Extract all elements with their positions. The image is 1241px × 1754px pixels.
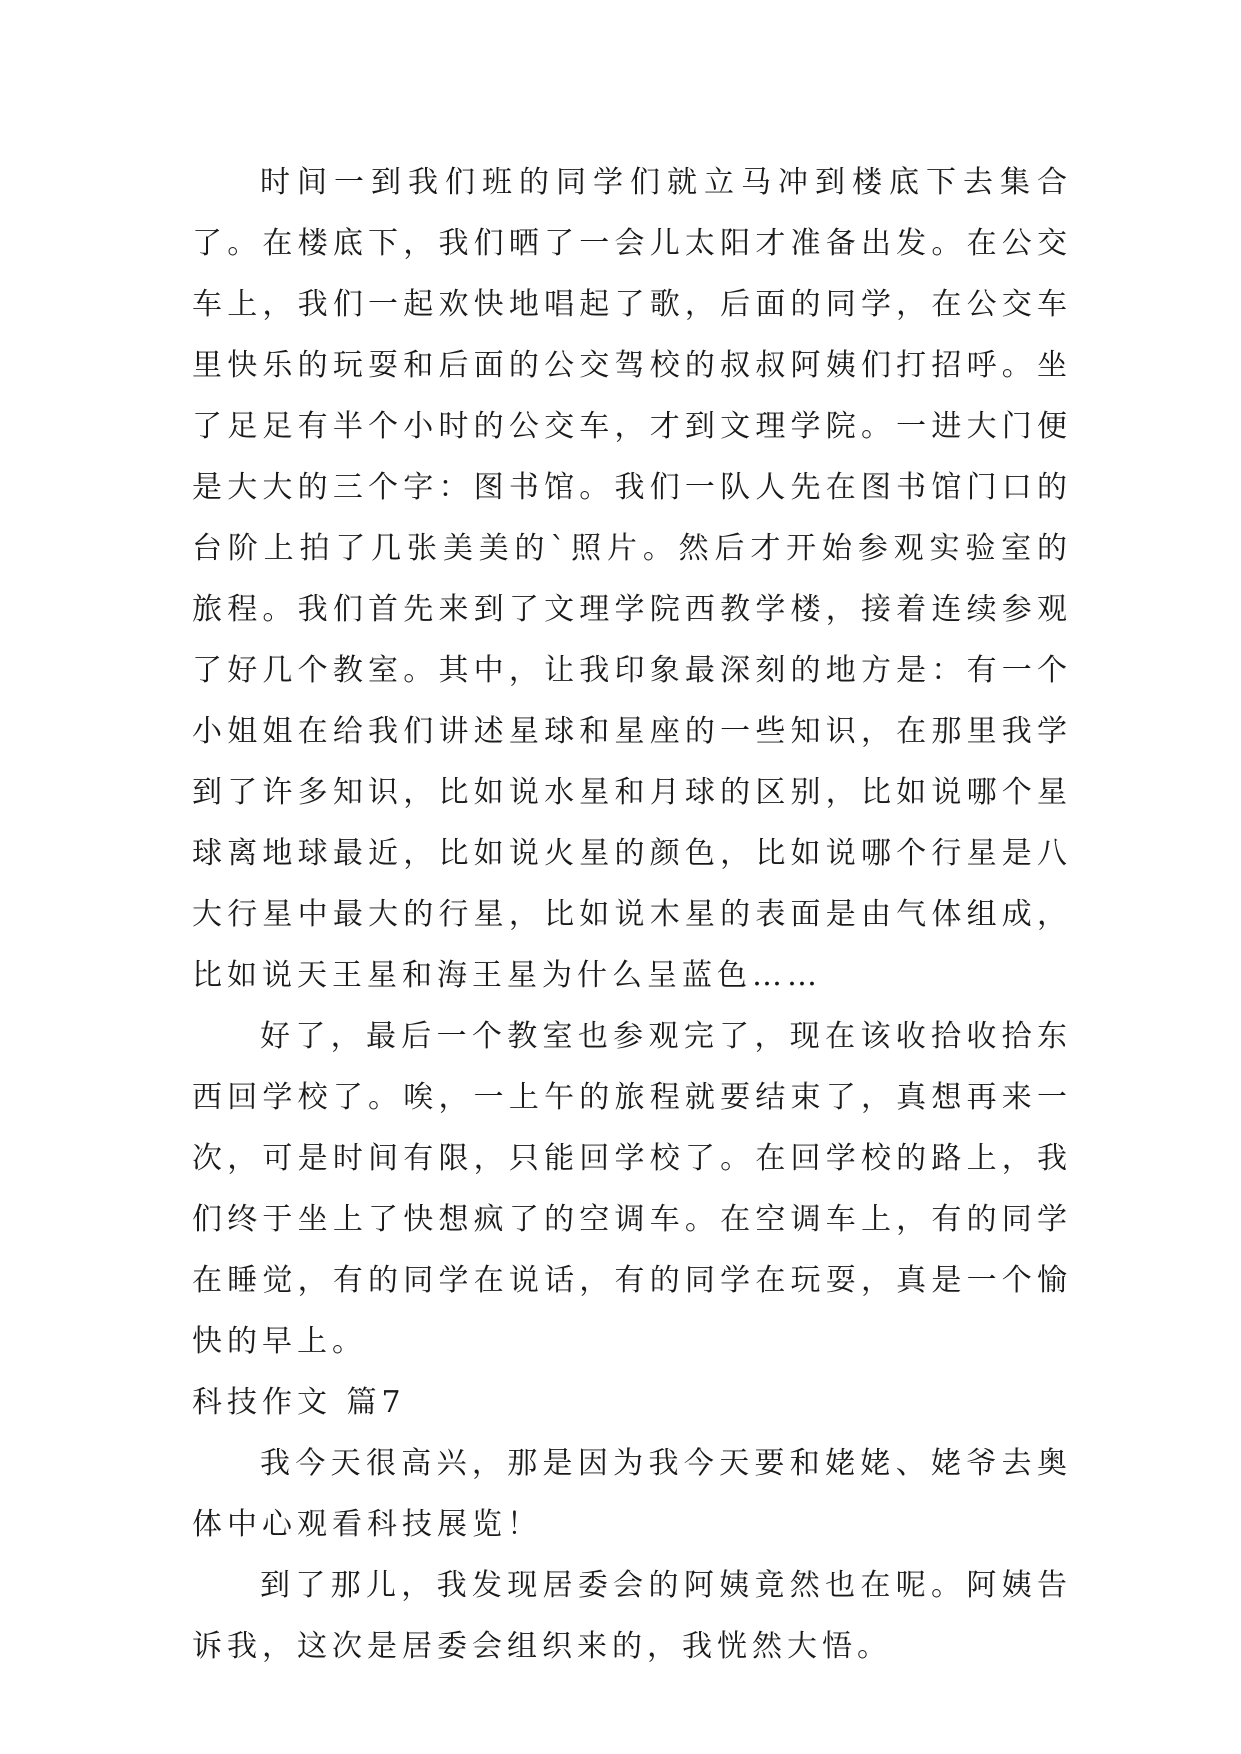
paragraph-happy-today: 我今天很高兴，那是因为我今天要和姥姥、姥爷去奥体中心观看科技展览！ xyxy=(192,1446,1072,1542)
paragraph-return-school: 好了，最后一个教室也参观完了，现在该收拾收拾东西回学校了。唉，一上午的旅程就要结束了，真想再来一次，可是时间有限，只能回学校了。在回学校的路上，我们终于坐上了快想疯了的空调车。在空调车上，有的同学在睡觉，有的同学在说话，有的同学在玩耍，真是一个愉快的早上。 xyxy=(192,1019,1072,1359)
section-heading: 科技作文 篇7 xyxy=(192,1385,406,1420)
paragraph-field-trip: 时间一到我们班的同学们就立马冲到楼底下去集合了。在楼底下，我们晒了一会儿太阳才准备出发。在公交车上，我们一起欢快地唱起了歌，后面的同学，在公交车里快乐的玩耍和后面的公交驾校的叔叔阿姨们打招呼。坐了足足有半个小时的公交车，才到文理学院。一进大门便是大大的三个字：图书馆。我们一队人先在图书馆门口的台阶上拍了几张美美的`照片。然后才开始参观实验室的旅程。我们首先来到了文理学院西教学楼，接着连续参观了好几个教室。其中，让我印象最深刻的地方是：有一个小姐姐在给我们讲述星球和星座的一些知识，在那里我学到了许多知识，比如说水星和月球的区别，比如说哪个星球离地球最近，比如说火星的颜色，比如说哪个行星是八大行星中最大的行星，比如说木星的表面是由气体组成，比如说天王星和海王星为什么呈蓝色…… xyxy=(192,165,1072,993)
article-body xyxy=(192,152,1072,1677)
paragraph-arrived: 到了那儿，我发现居委会的阿姨竟然也在呢。阿姨告诉我，这次是居委会组织来的，我恍然大悟。 xyxy=(192,1568,1072,1664)
